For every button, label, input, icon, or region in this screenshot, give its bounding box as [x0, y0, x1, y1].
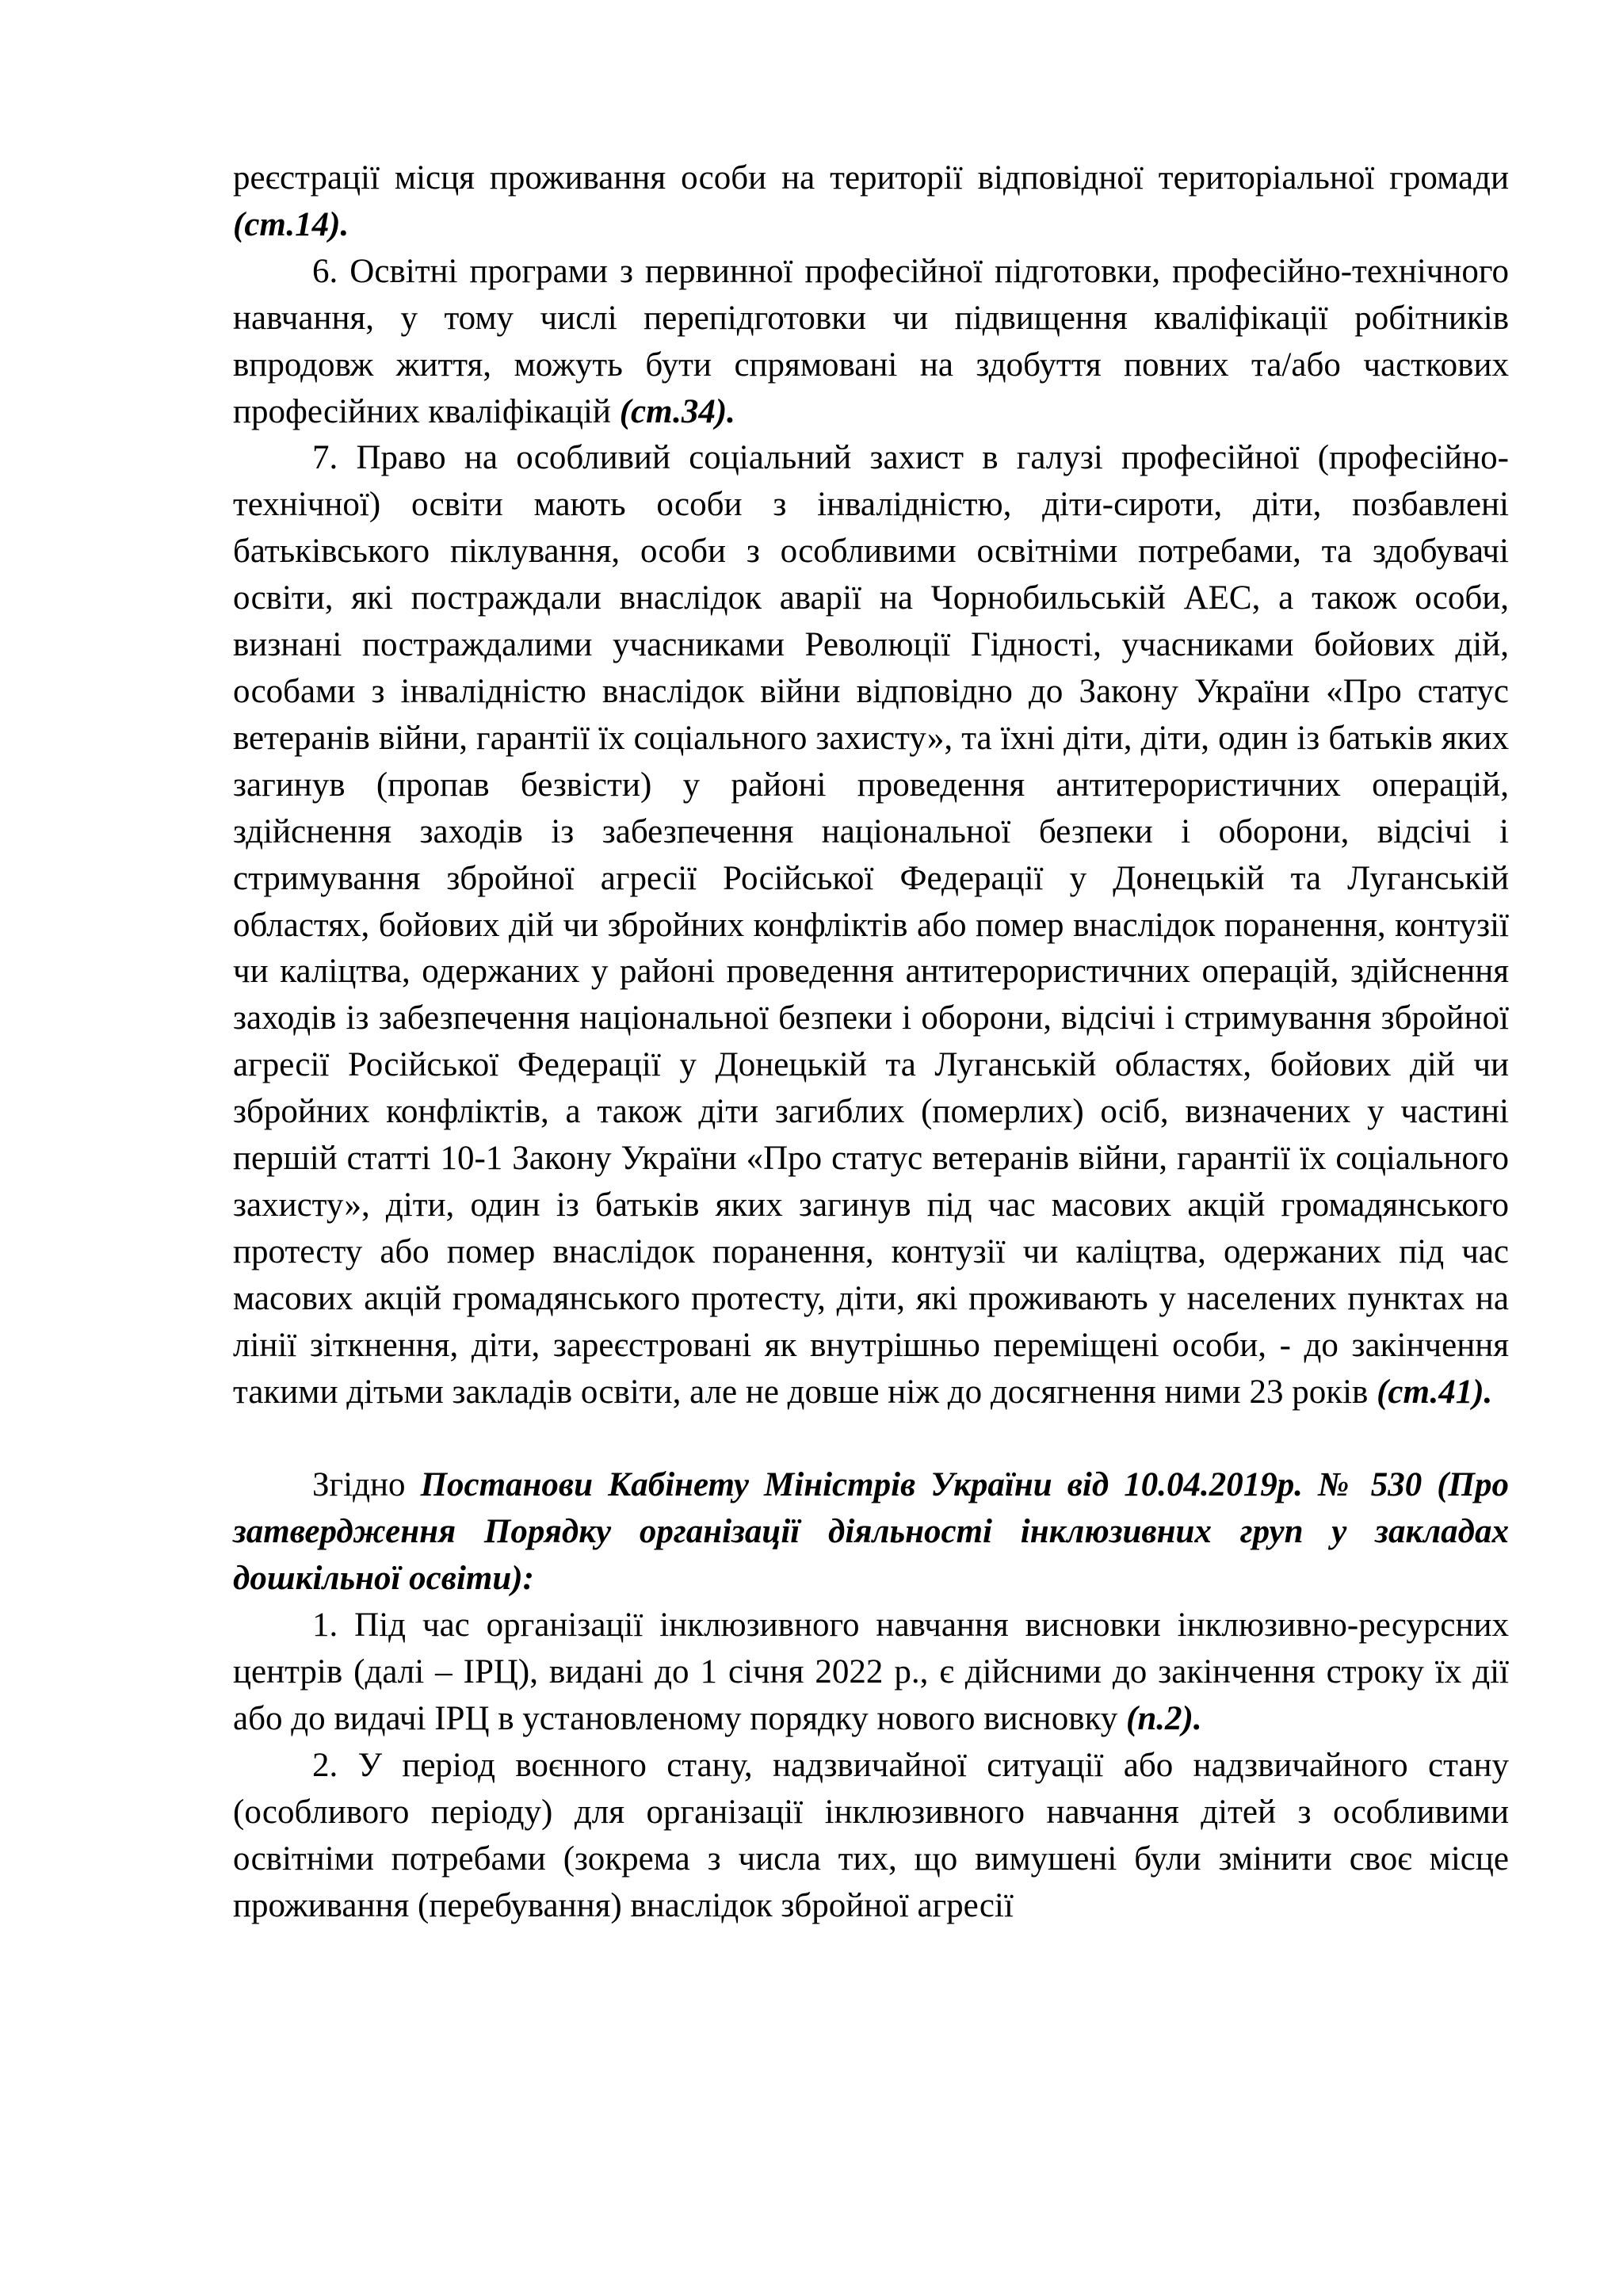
paragraph-text: 7. Право на особливий соціальний захист в галузі професійної (професійно-технічної) освіти мають особи з інвалідністю, діти-сироти, діти, позбавлені батьківського піклування, особи з особливими освітніми потребами, та здобувачі освіти, які постраждали внаслідок аварії на Чорнобильській АЕС, а також особи, визнані постраждалими учасниками Революції Гідності, учасниками бойових дій, особами з інвалідністю внаслідок війни відповідно до Закону України «Про статус ветеранів війни, гарантії їх соціального захисту», та їхні діти, діти, один із батьків яких загинув (пропав безвісти) у районі проведення антитерористичних операцій, здійснення заходів із забезпечення національної безпеки і оборони, відсічі і стримування збройної агресії Російської Федерації у Донецькій та Луганській областях, бойових дій чи збройних конфліктів або помер внаслідок поранення, контузії чи каліцтва, одержаних у районі проведення антитерористичних операцій, здійснення заходів із забезпечення національної безпеки і оборони, відсічі і стримування збройної агресії Російської Федерації у Донецькій та Луганській областях, бойових дій чи збройних конфліктів, а також діти загиблих (померлих) осіб, визначених у частині першій статті 10-1 Закону України «Про статус ветеранів війни, гарантії їх соціального захисту», діти, один із батьків яких загинув під час масових акцій громадянського протесту або помер внаслідок поранення, контузії чи каліцтва, одержаних під час масових акцій громадянського протесту, діти, які проживають у населених пунктах на лінії зіткнення, діти, зареєстровані як внутрішньо переміщені особи, - до закінчення такими дітьми закладів освіти, але не довше ніж до досягнення ними 23 років	[233, 439, 1509, 1411]
paragraph-text: 2. У період воєнного стану, надзвичайної ситуації або надзвичайного стану (особливого періоду) для організації інклюзивного навчання дітей з особливими освітніми потребами (зокрема з числа тих, що вимушені були змінити своє місце проживання (перебування) внаслідок збройної агресії	[233, 1746, 1509, 1924]
clause-reference: (п.2).	[1126, 1699, 1202, 1737]
article-reference: (ст.41).	[1377, 1373, 1493, 1411]
article-reference: (ст.34).	[619, 392, 735, 430]
paragraph-text: 6. Освітні програми з первинної професійної підготовки, професійно-технічного навчання, у тому числі перепідготовки чи підвищення кваліфікації робітників впродовж життя, можуть бути спрямовані на здобуття повних та/або часткових професійних кваліфікацій	[233, 252, 1509, 430]
paragraph-text: 1. Під час організації інклюзивного навчання висновки інклюзивно-ресурсних центрів (далі – ІРЦ), видані до 1 січня 2022 р., є дійсними до закінчення строку їх дії або до видачі ІРЦ в установленому порядку нового висновку	[233, 1606, 1509, 1737]
paragraph-item-7	[233, 435, 1509, 1415]
resolution-item-1	[233, 1603, 1509, 1743]
document-page	[233, 155, 1509, 1929]
resolution-item-2	[233, 1743, 1509, 1930]
heading-lead: Згідно	[312, 1466, 421, 1504]
section-heading	[233, 1462, 1509, 1603]
resolution-title: Постанови Кабінету Міністрів України від 10.04.2019р. № 530 (Про затвердження Порядку організації діяльності інклюзивних груп у закладах дошкільної освіти):	[233, 1466, 1509, 1598]
paragraph-text: реєстрації місця проживання особи на території відповідної територіальної громади	[233, 159, 1509, 197]
article-reference: (ст.14).	[233, 205, 349, 243]
paragraph-continuation	[233, 155, 1509, 249]
blank-line	[233, 1415, 1509, 1462]
paragraph-item-6	[233, 249, 1509, 436]
